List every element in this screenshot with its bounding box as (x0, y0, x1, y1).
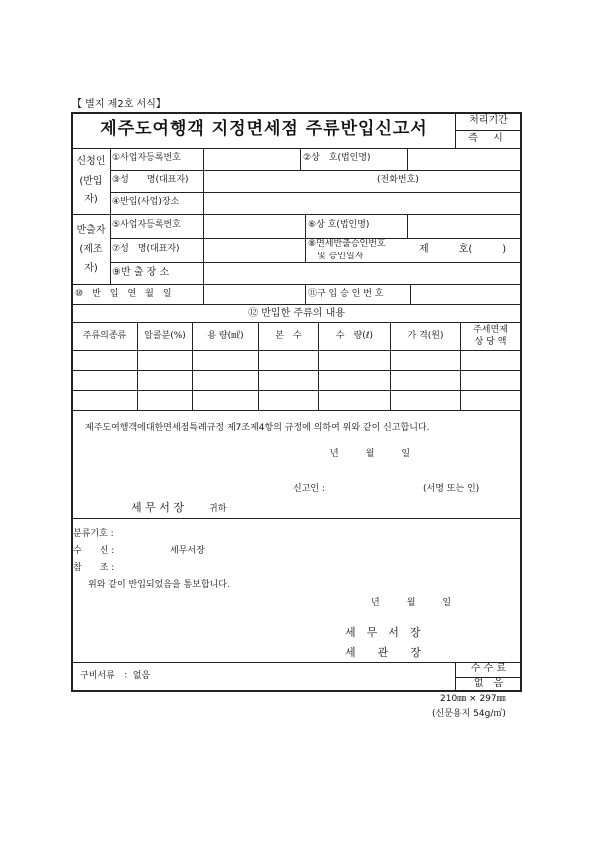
table-row[interactable] (72, 371, 520, 389)
reporter-label: 신고인 : (293, 484, 325, 494)
sender-location-field[interactable] (204, 263, 519, 283)
sender-biz-reg-field[interactable] (204, 215, 304, 237)
required-documents: 구비서류 ：없음 (80, 671, 151, 681)
applicant-name-label: ③성 명(대표자) (112, 175, 189, 185)
table-row[interactable] (72, 351, 520, 369)
sender-approval-date-label: 및 승인일자 (317, 252, 364, 261)
col-price: 가 격(원) (407, 331, 444, 341)
paper-spec: (신문용지 54g/㎡) (432, 709, 506, 719)
import-date-label: ⑩ 반 입 연 월 일 (75, 289, 172, 299)
col-tax-exempt: 주세면제 (473, 325, 508, 335)
import-date-field[interactable] (204, 285, 304, 303)
cc-label: 참 조 : (73, 563, 115, 573)
to-value: 세무서장 (170, 546, 205, 556)
fee-label: 수 수 료 (470, 663, 507, 674)
to-label: 수 신 : (73, 546, 115, 556)
purchase-approval-label: ⑪구 입 승 인 번 호 (308, 289, 384, 299)
notice-message: 위와 같이 반입되었음을 통보합니다. (88, 580, 230, 590)
form-number-label: 【 별지 제2호 서식】 (72, 99, 166, 110)
sender-location-label: ⑨반 출 장 소 (112, 267, 170, 278)
table-row[interactable] (72, 391, 520, 409)
applicant-address-field[interactable] (204, 193, 519, 213)
form-title: 제주도여행객 지정면세점 주류반입신고서 (100, 119, 428, 139)
notice-sender-customs: 세 관 장 (345, 646, 421, 659)
col-volume: 용 량(㎖) (207, 331, 244, 341)
honorific-label: 귀하 (209, 504, 227, 514)
classification-label: 분류기호 : (73, 529, 114, 539)
processing-period-value: 즉 시 (468, 133, 509, 144)
applicant-phone-label: (전화번호) (377, 175, 419, 185)
purchase-approval-field[interactable] (411, 285, 519, 303)
contents-heading: ⑫ 반입한 주류의 내용 (248, 308, 345, 319)
col-alcohol: 알콜분(%) (144, 331, 186, 341)
sender-trade-name-label: ⑥상 호(법인명) (308, 220, 370, 230)
notice-sender-tax-office: 세 무 서 장 (345, 626, 421, 639)
col-liquor-type: 주류의종류 (82, 331, 127, 341)
col-tax-exempt-sub: 상 당 액 (474, 337, 507, 347)
processing-period-label: 처리기간 (469, 115, 508, 126)
col-count: 본 수 (275, 331, 302, 341)
applicant-biz-reg-field[interactable] (204, 149, 299, 169)
applicant-trade-name-field[interactable] (408, 149, 519, 169)
applicant-biz-reg-label: ①사업자등록번호 (112, 153, 181, 163)
applicant-address-label: ④반입(사업)장소 (112, 197, 180, 207)
sender-name-field[interactable] (204, 239, 304, 261)
applicant-name-field[interactable] (204, 171, 374, 191)
fee-value: 없 음 (473, 678, 504, 689)
declaration-text: 제주도여행객에대한면세점특례규정 제7조제4항의 규정에 의하여 위와 같이 신고합니다. (85, 423, 430, 433)
col-quantity: 수 량(ℓ) (335, 331, 374, 341)
recipient-label: 세 무 서 장 (131, 501, 184, 514)
sender-trade-name-field[interactable] (408, 215, 519, 237)
sender-name-label: ⑦성 명(대표자) (112, 244, 180, 254)
signature-label: (서명 또는 인) (423, 484, 480, 494)
sender-approval-label: ⑧면세반출승인번호 (308, 239, 386, 249)
applicant-trade-name-label: ②상 호(법인명) (303, 153, 371, 163)
paper-size: 210㎜ × 297㎜ (440, 694, 506, 704)
notice-date: 년 월 일 (371, 598, 452, 608)
declaration-date: 년 월 일 (330, 449, 411, 459)
sender-biz-reg-label: ⑤사업자등록번호 (112, 220, 181, 230)
sender-approval-value: 제 호( ) (419, 244, 507, 255)
